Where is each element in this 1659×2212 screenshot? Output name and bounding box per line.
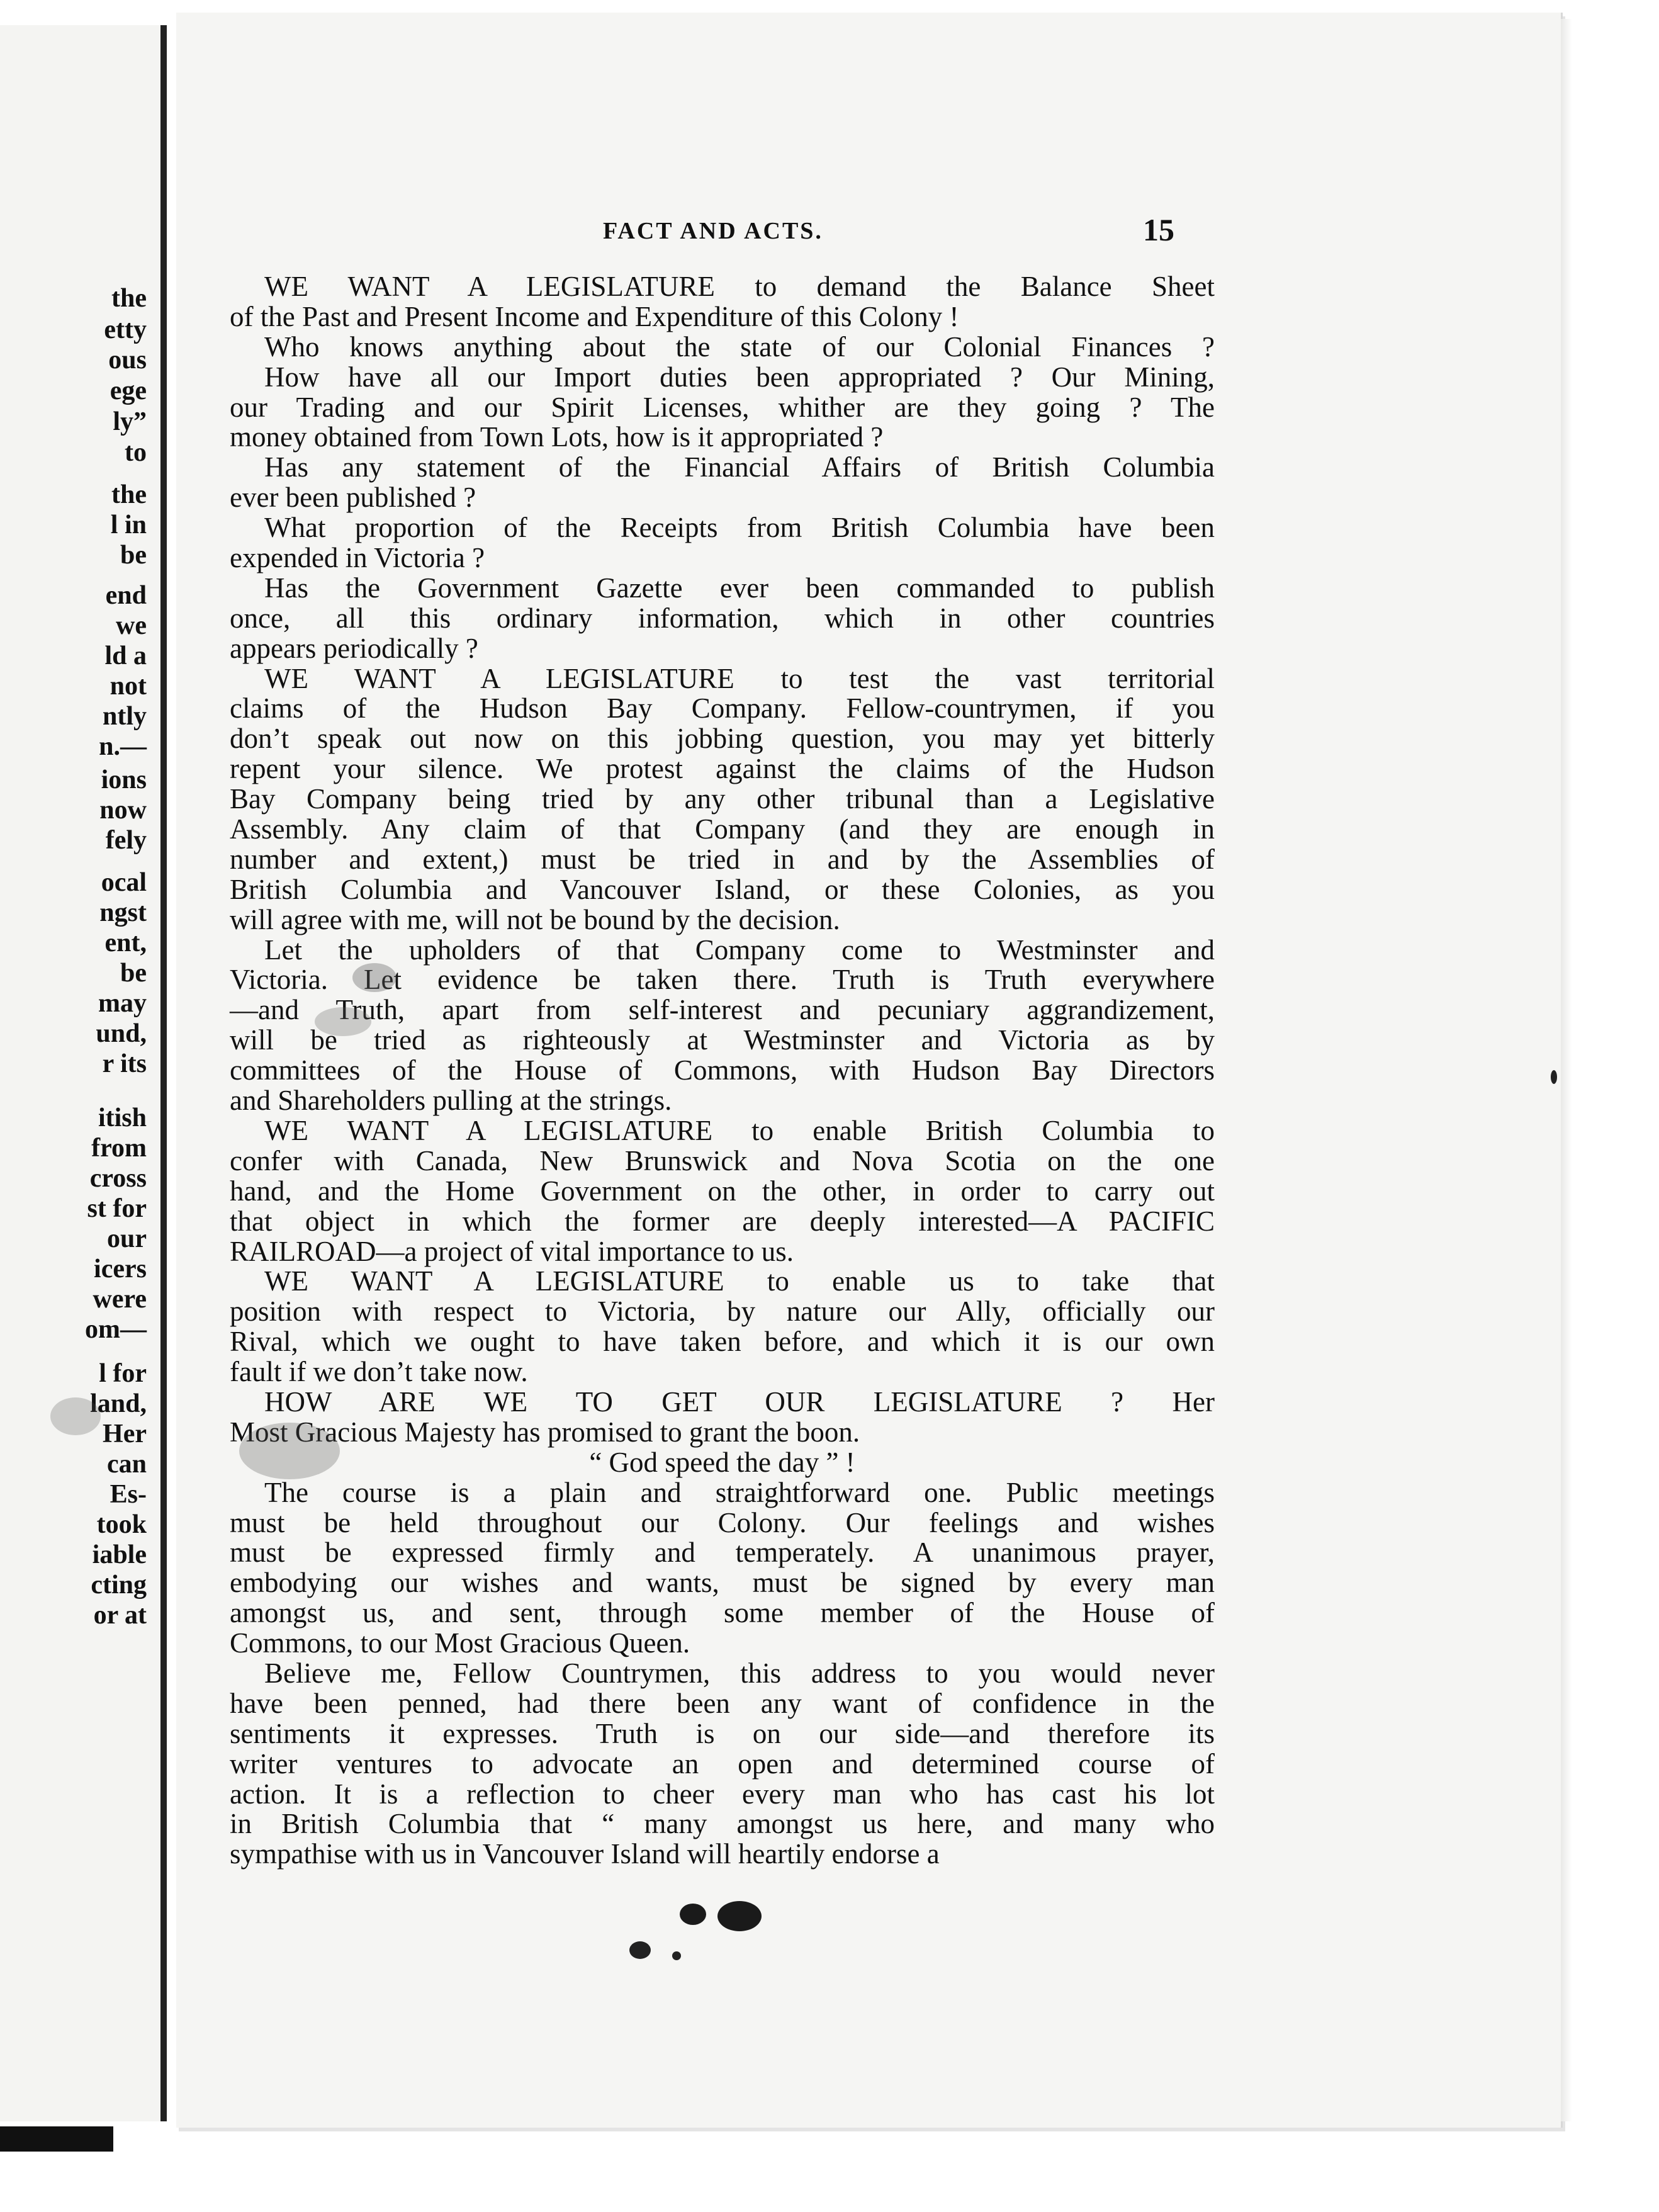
text-line: expended in Victoria ? [230, 542, 485, 574]
text-line: sentiments it expresses. Truth is on our side—and therefore its [230, 1717, 1215, 1749]
ink-speck [1551, 1070, 1557, 1084]
left-page-line: the [111, 480, 147, 509]
page-edge [1561, 19, 1572, 2121]
text-line: number and extent,) must be tried in and by the Assemblies of [230, 843, 1215, 875]
left-page-line: cting [91, 1571, 147, 1600]
text-line: don’t speak out now on this jobbing question, you may yet bitterly [230, 723, 1215, 755]
ink-smudge [315, 1007, 371, 1036]
text-line: British Columbia and Vancouver Island, or these Colonies, as you [230, 873, 1215, 905]
text-line: Has any statement of the Financial Affairs of British Columbia [264, 451, 1215, 483]
left-page-line: om— [85, 1315, 147, 1344]
text-line: Bay Company being tried by any other tribunal than a Legislative [230, 783, 1215, 815]
text-line: our Trading and our Spirit Licenses, whither are they going ? The [230, 391, 1215, 423]
left-page-line: ld a [104, 641, 147, 670]
text-line: will agree with me, will not be bound by the decision. [230, 903, 840, 935]
left-page-line: l in [110, 511, 147, 539]
text-line: The course is a plain and straightforward one. Public meetings [264, 1476, 1215, 1508]
text-line: WE WANT A LEGISLATURE to enable us to take that [264, 1265, 1215, 1297]
text-line: writer ventures to advocate an open and determined course of [230, 1747, 1215, 1780]
page-number: 15 [1143, 212, 1174, 247]
text-line: —and Truth, apart from self-interest and pecuniary aggrandizement, [230, 994, 1215, 1026]
text-line: What proportion of the Receipts from British Columbia have been [264, 512, 1215, 544]
left-page-line: the [111, 284, 147, 313]
text-line: action. It is a reflection to cheer every man who has cast his lot [230, 1778, 1215, 1810]
left-page-line: Es- [110, 1480, 147, 1509]
text-line: money obtained from Town Lots, how is it appropriated ? [230, 421, 884, 453]
text-line: WE WANT A LEGISLATURE to enable British Columbia to [264, 1114, 1215, 1146]
text-line: Assembly. Any claim of that Company (and they are enough in [230, 813, 1215, 845]
left-page-line: end [105, 581, 147, 610]
left-page-line: st for [87, 1194, 147, 1223]
ink-speck [717, 1901, 762, 1931]
left-page-line: l for [99, 1359, 147, 1388]
left-page-line: we [116, 611, 147, 640]
text-line: Has the Government Gazette ever been commanded to publish [264, 572, 1215, 604]
left-page-line: ege [110, 376, 147, 405]
left-page-line: ngst [99, 898, 147, 927]
left-page-line: fely [105, 826, 147, 855]
text-line: Believe me, Fellow Countrymen, this address to you would never [264, 1657, 1215, 1689]
text-line: repent your silence. We protest against the claims of the Hudson [230, 753, 1215, 785]
left-page-line: ous [108, 346, 147, 375]
running-head: FACT AND ACTS. [603, 218, 823, 244]
text-line: “ God speed the day ” ! [589, 1446, 855, 1478]
text-line: will be tried as righteously at Westminster and Victoria as by [230, 1024, 1215, 1056]
left-page-line: ntly [102, 702, 147, 731]
left-page-line: cross [89, 1164, 147, 1193]
text-line: position with respect to Victoria, by nature our Ally, officially our [230, 1295, 1215, 1328]
text-line: have been penned, had there been any want of confidence in the [230, 1687, 1215, 1719]
left-page-line: ocal [101, 868, 147, 897]
left-page-line: icers [94, 1255, 147, 1284]
ink-smudge [50, 1397, 101, 1435]
text-line: Commons, to our Most Gracious Queen. [230, 1627, 690, 1659]
ink-speck [629, 1941, 651, 1959]
ink-speck [672, 1951, 681, 1960]
text-line: amongst us, and sent, through some member of the House of [230, 1597, 1215, 1629]
left-page-line: from [91, 1134, 147, 1163]
left-page-line: were [93, 1285, 147, 1314]
text-line: confer with Canada, New Brunswick and Nova Scotia on the one [230, 1144, 1215, 1177]
text-line: Most Gracious Majesty has promised to grant the boon. [230, 1416, 860, 1448]
left-page-line: may [98, 989, 147, 1018]
text-line: HOW ARE WE TO GET OUR LEGISLATURE ? Her [264, 1385, 1215, 1418]
left-page-line: or at [93, 1601, 147, 1630]
text-line: How have all our Import duties been appropriated ? Our Mining, [264, 361, 1215, 393]
left-page-line: land, [90, 1389, 147, 1418]
text-line: of the Past and Present Income and Expenditure of this Colony ! [230, 300, 959, 332]
text-line: WE WANT A LEGISLATURE to demand the Balance Sheet [264, 271, 1215, 302]
left-page-line: our [107, 1224, 147, 1253]
left-page-line: to [125, 438, 147, 467]
text-line: embodying our wishes and wants, must be signed by every man [230, 1567, 1215, 1599]
ink-speck [680, 1904, 706, 1925]
text-line: that object in which the former are deeply interested—A PACIFIC [230, 1205, 1215, 1237]
text-line: must be expressed firmly and temperately. A unanimous prayer, [230, 1537, 1215, 1569]
left-page-line: took [96, 1510, 147, 1539]
text-line: Rival, which we ought to have taken before, and which it is our own [230, 1326, 1215, 1358]
left-page-line: not [110, 672, 147, 701]
left-page-line: r its [102, 1049, 147, 1078]
left-page-line: can [107, 1450, 147, 1479]
binding-shadow [0, 2126, 113, 2152]
left-page-line: be [120, 541, 147, 570]
text-line: Who knows anything about the state of our Colonial Finances ? [264, 330, 1215, 363]
text-line: ever been published ? [230, 482, 476, 514]
ink-smudge [239, 1423, 340, 1479]
ink-smudge [352, 963, 396, 992]
text-line: committees of the House of Commons, with Hudson Bay Directors [230, 1054, 1215, 1086]
text-line: RAILROAD—a project of vital importance to us. [230, 1235, 794, 1267]
body-text [230, 272, 1215, 1870]
text-line: must be held throughout our Colony. Our feelings and wishes [230, 1506, 1215, 1538]
text-line: WE WANT A LEGISLATURE to test the vast territorial [264, 662, 1215, 694]
left-page-line: iable [92, 1540, 147, 1569]
left-page-line: Her [103, 1419, 147, 1448]
left-page-line: ent, [104, 928, 147, 957]
text-line: Let the upholders of that Company come to Westminster and [264, 934, 1215, 966]
text-line: appears periodically ? [230, 632, 478, 664]
left-page-line: und, [96, 1019, 147, 1048]
left-facing-page [0, 25, 167, 2121]
left-page-line: now [99, 796, 147, 825]
text-line: claims of the Hudson Bay Company. Fellow-countrymen, if you [230, 692, 1215, 725]
text-line: in British Columbia that “ many amongst us here, and many who [230, 1808, 1215, 1840]
left-page-line: n.— [99, 732, 147, 761]
left-page-line: ly” [113, 407, 147, 436]
text-line: once, all this ordinary information, which in other countries [230, 602, 1215, 634]
text-line: sympathise with us in Vancouver Island will heartily endorse a [230, 1838, 940, 1870]
left-page-line: be [120, 959, 147, 988]
text-line: fault if we don’t take now. [230, 1356, 528, 1388]
left-page-line: ions [101, 765, 147, 794]
text-line: hand, and the Home Government on the other, in order to carry out [230, 1175, 1215, 1207]
text-line: and Shareholders pulling at the strings. [230, 1085, 672, 1117]
left-page-line: itish [98, 1103, 147, 1132]
text-line: Victoria. Let evidence be taken there. Truth is Truth everywhere [230, 964, 1215, 996]
left-page-line: etty [104, 315, 147, 344]
